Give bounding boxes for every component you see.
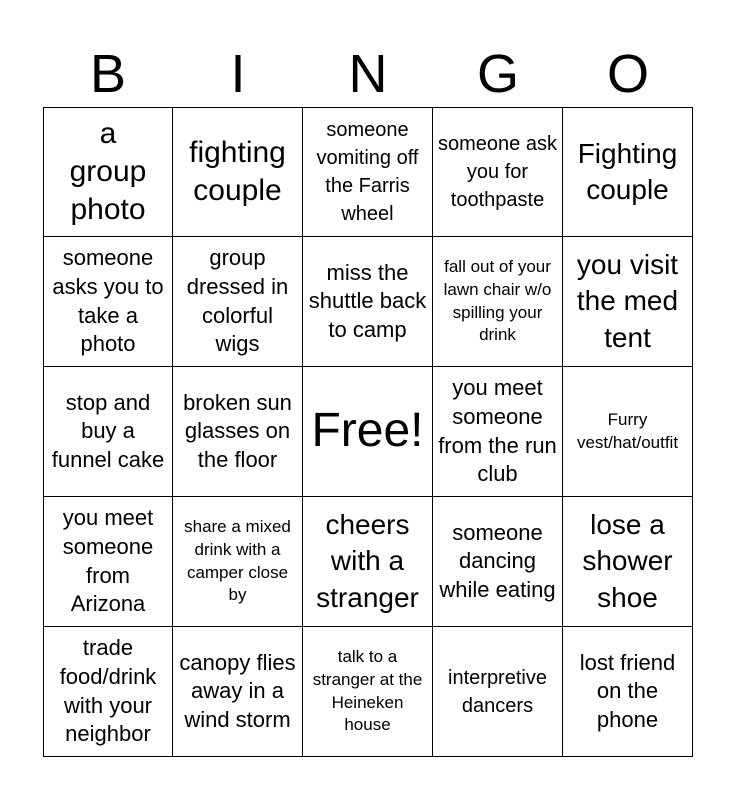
- bingo-cell-r1c5[interactable]: [563, 107, 693, 237]
- cell-text: fighting couple: [189, 135, 286, 207]
- cell-text: miss the shuttle back to camp: [308, 259, 427, 342]
- header-letter-b: B: [89, 44, 127, 104]
- bingo-cell-r5c2[interactable]: [173, 627, 303, 757]
- bingo-cell-r5c4[interactable]: [433, 627, 563, 757]
- cell-text: cheers with a stranger: [316, 508, 419, 613]
- bingo-cell-r2c5[interactable]: [563, 237, 693, 367]
- bingo-cell-r3c2[interactable]: [173, 367, 303, 497]
- bingo-cell-r1c1[interactable]: [43, 107, 173, 237]
- cell-text: broken sun glasses on the floor: [183, 389, 292, 472]
- bingo-cell-r4c2[interactable]: [173, 497, 303, 627]
- bingo-header: [43, 40, 693, 108]
- free-space-text: Free!: [311, 404, 424, 458]
- bingo-cell-r3c4[interactable]: [433, 367, 563, 497]
- cell-text: you meet someone from the run club: [438, 375, 557, 487]
- header-letter-i: I: [230, 44, 246, 104]
- bingo-cell-r2c2[interactable]: [173, 237, 303, 367]
- cell-text: a group photo: [69, 116, 147, 227]
- bingo-cell-r1c3[interactable]: [303, 107, 433, 237]
- cell-text: fall out of your lawn chair w/o spilling your drink: [443, 256, 552, 345]
- bingo-cell-r5c5[interactable]: [563, 627, 693, 757]
- cell-text: lose a shower shoe: [582, 508, 673, 613]
- bingo-cell-r3c5[interactable]: [563, 367, 693, 497]
- bingo-cell-r1c2[interactable]: [173, 107, 303, 237]
- cell-text: you meet someone from Arizona: [62, 505, 154, 617]
- cell-text: stop and buy a funnel cake: [51, 389, 165, 472]
- bingo-cell-free[interactable]: [303, 367, 433, 497]
- bingo-cell-r4c1[interactable]: [43, 497, 173, 627]
- cell-text: interpretive dancers: [448, 666, 547, 717]
- cell-text: canopy flies away in a wind storm: [179, 649, 296, 732]
- cell-text: someone dancing while eating: [439, 519, 556, 602]
- cell-text: you visit the med tent: [576, 248, 679, 353]
- header-letter-o: O: [606, 44, 649, 104]
- bingo-cell-r2c3[interactable]: [303, 237, 433, 367]
- bingo-cell-r3c1[interactable]: [43, 367, 173, 497]
- cell-text: talk to a stranger at the Heineken house: [312, 646, 423, 735]
- cell-text: Fighting couple: [577, 137, 678, 205]
- bingo-cell-r1c4[interactable]: [433, 107, 563, 237]
- bingo-cell-r5c3[interactable]: [303, 627, 433, 757]
- cell-text: someone vomiting off the Farris wheel: [316, 119, 419, 225]
- cell-text: Furry vest/hat/outfit: [576, 409, 679, 452]
- cell-text: group dressed in colorful wigs: [186, 245, 289, 357]
- cell-text: share a mixed drink with a camper close by: [184, 516, 291, 605]
- bingo-cell-r2c1[interactable]: [43, 237, 173, 367]
- bingo-cell-r2c4[interactable]: [433, 237, 563, 367]
- cell-text: someone asks you to take a photo: [52, 245, 164, 357]
- bingo-cell-r5c1[interactable]: [43, 627, 173, 757]
- header-letter-n: N: [348, 44, 388, 104]
- bingo-cell-r4c5[interactable]: [563, 497, 693, 627]
- cell-text: lost friend on the phone: [579, 649, 676, 732]
- bingo-board: [43, 107, 693, 757]
- cell-text: trade food/drink with your neighbor: [59, 635, 157, 747]
- header-letter-g: G: [476, 44, 519, 104]
- cell-text: someone ask you for toothpaste: [438, 133, 557, 211]
- bingo-cell-r4c3[interactable]: [303, 497, 433, 627]
- bingo-cell-r4c4[interactable]: [433, 497, 563, 627]
